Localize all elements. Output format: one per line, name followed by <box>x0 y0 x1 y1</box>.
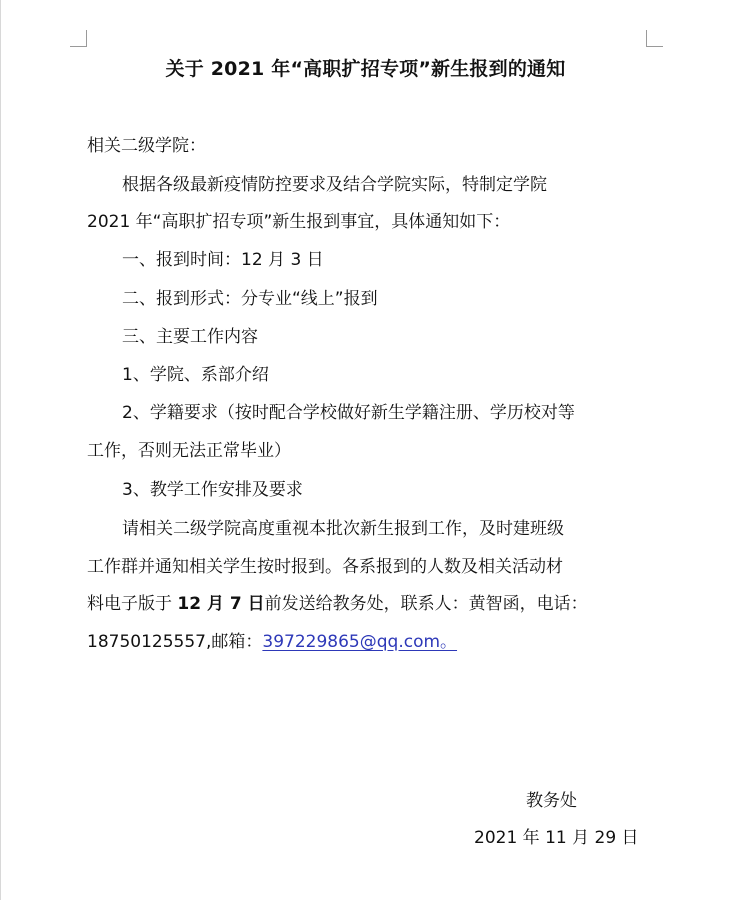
closing-paragraph-line-3 <box>87 592 588 616</box>
deadline-date: 12 月 7 日 <box>177 594 265 614</box>
closing-paragraph-line-4 <box>87 630 457 654</box>
page-corner-mark-top-right <box>646 30 663 47</box>
item-report-format: 二、报到形式：分专业“线上”报到 <box>122 289 378 309</box>
subitem-introduction: 1、学院、系部介绍 <box>122 365 269 385</box>
closing-paragraph-line-2: 工作群并通知相关学生按时报到。各系报到的人数及相关活动材 <box>87 557 563 577</box>
intro-line-1: 根据各级最新疫情防控要求及结合学院实际，特制定学院 <box>122 175 547 195</box>
contact-info: 前发送给教务处，联系人：黄智函，电话： <box>264 594 588 614</box>
item-report-time: 一、报到时间：12 月 3 日 <box>122 250 324 270</box>
phone-and-email-label: 18750125557,邮箱： <box>87 632 263 652</box>
item-main-work: 三、主要工作内容 <box>122 327 258 347</box>
signature-department: 教务处 <box>526 791 577 811</box>
document-title: 关于 2021 年“高职扩招专项”新生报到的通知 <box>165 58 566 80</box>
page-corner-mark-top-left <box>70 30 87 47</box>
subitem-enrollment-line-1: 2、学籍要求（按时配合学校做好新生学籍注册、学历校对等 <box>122 403 575 423</box>
subitem-enrollment-line-2: 工作，否则无法正常毕业） <box>87 441 291 461</box>
deadline-prefix: 料电子版于 <box>87 594 178 614</box>
email-link[interactable]: 397229865@qq.com。 <box>262 632 458 652</box>
closing-paragraph-line-1: 请相关二级学院高度重视本批次新生报到工作，及时建班级 <box>122 519 564 539</box>
subitem-teaching: 3、教学工作安排及要求 <box>122 480 303 500</box>
salutation: 相关二级学院： <box>87 136 206 156</box>
intro-line-2: 2021 年“高职扩招专项”新生报到事宜，具体通知如下： <box>87 212 511 232</box>
signature-date: 2021 年 11 月 29 日 <box>474 828 639 848</box>
